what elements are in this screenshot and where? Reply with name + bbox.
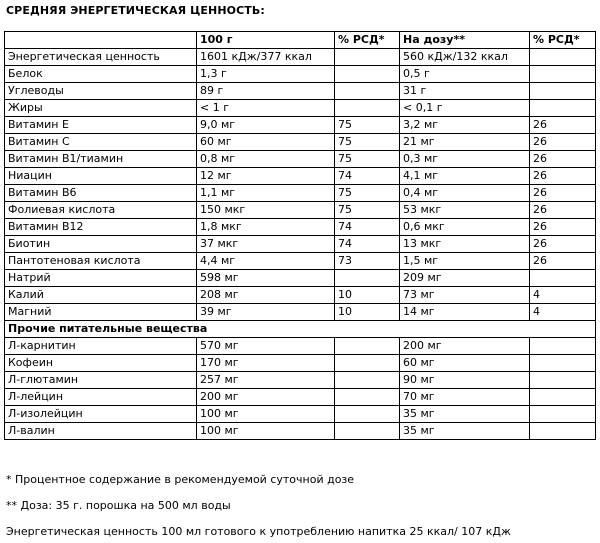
table-cell <box>530 355 596 372</box>
table-cell: 14 мг <box>400 304 530 321</box>
table-cell: 26 <box>530 117 596 134</box>
table-cell: 0,4 мг <box>400 185 530 202</box>
table-cell <box>335 100 400 117</box>
table-cell <box>335 355 400 372</box>
table-cell: 9,0 мг <box>197 117 335 134</box>
table-cell: 75 <box>335 117 400 134</box>
table-cell <box>530 372 596 389</box>
table-cell <box>530 66 596 83</box>
table-row <box>5 236 596 253</box>
table-cell <box>335 372 400 389</box>
table-cell <box>335 66 400 83</box>
table-cell: 74 <box>335 219 400 236</box>
table-cell: Витамин В12 <box>5 219 197 236</box>
table-row <box>5 270 596 287</box>
table-cell <box>335 83 400 100</box>
table-cell: Фолиевая кислота <box>5 202 197 219</box>
table-cell: 75 <box>335 185 400 202</box>
table-cell: Калий <box>5 287 197 304</box>
table-cell: 74 <box>335 236 400 253</box>
table-cell: 1,1 мг <box>197 185 335 202</box>
table-cell: 60 мг <box>400 355 530 372</box>
table-cell: 26 <box>530 168 596 185</box>
table-cell: Белок <box>5 66 197 83</box>
header-cell-rda-dose: % РСД* <box>530 32 596 49</box>
table-cell: 90 мг <box>400 372 530 389</box>
table-cell: Л-карнитин <box>5 338 197 355</box>
header-cell-per-dose: На дозу** <box>400 32 530 49</box>
table-row <box>5 406 596 423</box>
table-cell <box>530 389 596 406</box>
table-row <box>5 151 596 168</box>
header-cell-name <box>5 32 197 49</box>
table-cell: 21 мг <box>400 134 530 151</box>
table-cell: Энергетическая ценность <box>5 49 197 66</box>
table-cell <box>530 100 596 117</box>
table-cell: 0,3 мг <box>400 151 530 168</box>
table-cell <box>530 83 596 100</box>
table-cell: 598 мг <box>197 270 335 287</box>
table-cell: Ниацин <box>5 168 197 185</box>
table-cell <box>530 338 596 355</box>
table-cell: 208 мг <box>197 287 335 304</box>
table-cell <box>335 423 400 440</box>
table-cell: 257 мг <box>197 372 335 389</box>
table-cell: Кофеин <box>5 355 197 372</box>
table-cell: 75 <box>335 202 400 219</box>
table-cell: 35 мг <box>400 423 530 440</box>
table-cell: 12 мг <box>197 168 335 185</box>
table-cell: 150 мкг <box>197 202 335 219</box>
footnote-dose: ** Доза: 35 г. порошка на 500 мл воды <box>6 499 231 512</box>
table-cell: Л-лейцин <box>5 389 197 406</box>
table-cell: 100 мг <box>197 423 335 440</box>
table-cell: Л-изолейцин <box>5 406 197 423</box>
table-cell: 26 <box>530 185 596 202</box>
table-row <box>5 168 596 185</box>
table-cell: 73 мг <box>400 287 530 304</box>
table-cell: 4,4 мг <box>197 253 335 270</box>
table-cell: 74 <box>335 168 400 185</box>
table-cell: 1601 кДж/377 ккал <box>197 49 335 66</box>
table-cell <box>530 270 596 287</box>
table-cell: Натрий <box>5 270 197 287</box>
table-cell: 10 <box>335 287 400 304</box>
table-cell: Биотин <box>5 236 197 253</box>
table-cell: 37 мкг <box>197 236 335 253</box>
table-cell: 89 г <box>197 83 335 100</box>
table-cell: 75 <box>335 151 400 168</box>
table-cell <box>335 389 400 406</box>
table-cell: 0,6 мкг <box>400 219 530 236</box>
table-cell: Витамин Е <box>5 117 197 134</box>
table-cell: 53 мкг <box>400 202 530 219</box>
table-cell: 100 мг <box>197 406 335 423</box>
table-row <box>5 287 596 304</box>
table-row <box>5 66 596 83</box>
table-cell: 26 <box>530 134 596 151</box>
table-row <box>5 338 596 355</box>
table-cell: Витамин В1/тиамин <box>5 151 197 168</box>
table-cell: 1,3 г <box>197 66 335 83</box>
table-row <box>5 219 596 236</box>
table-cell: 1,8 мкг <box>197 219 335 236</box>
table-cell: Магний <box>5 304 197 321</box>
table-cell: 26 <box>530 219 596 236</box>
table-cell <box>335 49 400 66</box>
table-cell: 200 мг <box>400 338 530 355</box>
table-cell <box>335 270 400 287</box>
table-cell: 0,8 мг <box>197 151 335 168</box>
table-cell <box>530 423 596 440</box>
table-cell: < 1 г <box>197 100 335 117</box>
table-row <box>5 304 596 321</box>
nutrition-table-body <box>5 32 596 440</box>
table-row <box>5 100 596 117</box>
table-cell: 70 мг <box>400 389 530 406</box>
table-cell: 60 мг <box>197 134 335 151</box>
table-cell: Л-глютамин <box>5 372 197 389</box>
table-cell: Витамин В6 <box>5 185 197 202</box>
table-cell: 26 <box>530 236 596 253</box>
nutrition-table <box>4 31 596 440</box>
table-row <box>5 117 596 134</box>
table-cell: 39 мг <box>197 304 335 321</box>
table-cell: 13 мкг <box>400 236 530 253</box>
table-cell: 200 мг <box>197 389 335 406</box>
table-cell <box>530 49 596 66</box>
table-cell: 35 мг <box>400 406 530 423</box>
table-row <box>5 389 596 406</box>
table-cell: 31 г <box>400 83 530 100</box>
table-row <box>5 202 596 219</box>
table-row <box>5 355 596 372</box>
table-cell: 4 <box>530 304 596 321</box>
table-row <box>5 134 596 151</box>
table-cell: 73 <box>335 253 400 270</box>
table-cell: 209 мг <box>400 270 530 287</box>
table-row <box>5 49 596 66</box>
page-title: СРЕДНЯЯ ЭНЕРГЕТИЧЕСКАЯ ЦЕННОСТЬ: <box>6 4 265 17</box>
table-row <box>5 83 596 100</box>
table-cell: 26 <box>530 253 596 270</box>
section-row <box>5 321 596 338</box>
table-cell: Витамин С <box>5 134 197 151</box>
table-row <box>5 423 596 440</box>
table-cell: < 0,1 г <box>400 100 530 117</box>
table-cell: 75 <box>335 134 400 151</box>
header-cell-rda-100g: % РСД* <box>335 32 400 49</box>
table-cell <box>530 406 596 423</box>
table-cell: 3,2 мг <box>400 117 530 134</box>
table-cell <box>335 338 400 355</box>
table-cell: 4 <box>530 287 596 304</box>
table-cell: 10 <box>335 304 400 321</box>
table-cell: Пантотеновая кислота <box>5 253 197 270</box>
header-cell-per-100g: 100 г <box>197 32 335 49</box>
table-cell: 570 мг <box>197 338 335 355</box>
table-cell: 26 <box>530 151 596 168</box>
table-cell: Углеводы <box>5 83 197 100</box>
table-row <box>5 253 596 270</box>
section-title: Прочие питательные вещества <box>5 321 596 338</box>
footnote-energy: Энергетическая ценность 100 мл готового к употреблению напитка 25 ккал/ 107 кДж <box>6 525 511 538</box>
table-row <box>5 372 596 389</box>
table-cell: 1,5 мг <box>400 253 530 270</box>
table-cell <box>335 406 400 423</box>
table-header-row <box>5 32 596 49</box>
table-row <box>5 185 596 202</box>
table-cell: 0,5 г <box>400 66 530 83</box>
table-cell: 560 кДж/132 ккал <box>400 49 530 66</box>
table-cell: 26 <box>530 202 596 219</box>
table-cell: 4,1 мг <box>400 168 530 185</box>
table-cell: 170 мг <box>197 355 335 372</box>
table-cell: Жиры <box>5 100 197 117</box>
table-cell: Л-валин <box>5 423 197 440</box>
footnote-rda: * Процентное содержание в рекомендуемой суточной дозе <box>6 473 355 486</box>
